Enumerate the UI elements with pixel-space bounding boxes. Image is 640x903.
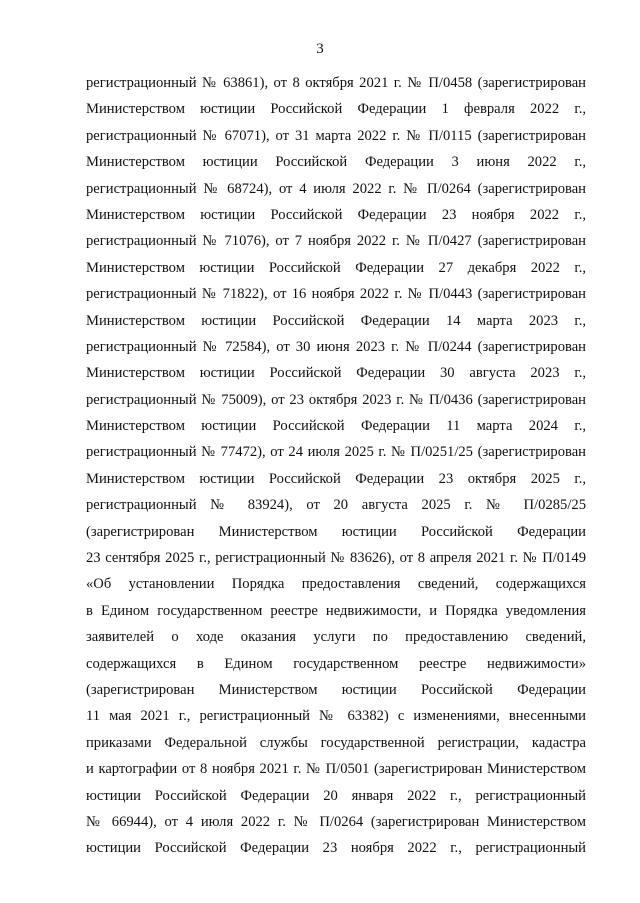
page-number: 3 bbox=[316, 41, 324, 57]
text-line: 23 сентября 2025 г., регистрационный № 83626), от 8 апреля 2021 г. № П/0149 bbox=[86, 550, 586, 567]
text-line: 11 мая 2021 г., регистрационный № 63382) с изменениями, внесенными bbox=[86, 708, 586, 725]
text-line: Министерством юстиции Российской Федерации 3 июня 2022 г., bbox=[86, 154, 586, 171]
text-line: № 66944), от 4 июля 2022 г. № П/0264 (зарегистрирован Министерством bbox=[86, 813, 586, 830]
text-line: регистрационный № 83924), от 20 августа 2025 г. № П/0285/25 bbox=[86, 497, 586, 514]
text-line: приказами Федеральной службы государственной регистрации, кадастра bbox=[86, 734, 586, 751]
text-line: регистрационный № 72584), от 30 июня 2023 г. № П/0244 (зарегистрирован bbox=[86, 338, 586, 355]
text-line: регистрационный № 75009), от 23 октября 2023 г. № П/0436 (зарегистрирован bbox=[86, 391, 586, 408]
text-line: и картографии от 8 ноября 2021 г. № П/0501 (зарегистрирован Министерством bbox=[86, 761, 586, 778]
text-line: регистрационный № 77472), от 24 июля 2025 г. № П/0251/25 (зарегистрирован bbox=[86, 444, 586, 461]
text-line: содержащихся в Едином государственном реестре недвижимости» bbox=[86, 655, 586, 672]
text-line: Министерством юстиции Российской Федерации 11 марта 2024 г., bbox=[86, 418, 586, 435]
text-line: (зарегистрирован Министерством юстиции Российской Федерации bbox=[86, 681, 586, 698]
text-line: регистрационный № 71822), от 16 ноября 2022 г. № П/0443 (зарегистрирован bbox=[86, 286, 586, 303]
text-line: юстиции Российской Федерации 23 ноября 2022 г., регистрационный bbox=[86, 840, 586, 857]
document-body bbox=[86, 70, 586, 862]
text-line: Министерством юстиции Российской Федерации 30 августа 2023 г., bbox=[86, 365, 586, 382]
text-line: регистрационный № 63861), от 8 октября 2021 г. № П/0458 (зарегистрирован bbox=[86, 75, 586, 91]
text-line: Министерством юстиции Российской Федерации 23 октября 2025 г., bbox=[86, 470, 586, 487]
text-line: Министерством юстиции Российской Федерации 1 февраля 2022 г., bbox=[86, 101, 586, 118]
text-line: Министерством юстиции Российской Федерации 23 ноября 2022 г., bbox=[86, 206, 586, 223]
text-line: «Об установлении Порядка предоставления сведений, содержащихся bbox=[86, 576, 586, 593]
text-line: заявителей о ходе оказания услуги по предоставлению сведений, bbox=[86, 629, 586, 646]
text-line: регистрационный № 67071), от 31 марта 2022 г. № П/0115 (зарегистрирован bbox=[86, 127, 586, 144]
text-line: юстиции Российской Федерации 20 января 2022 г., регистрационный bbox=[86, 787, 586, 804]
text-line: регистрационный № 68724), от 4 июля 2022 г. № П/0264 (зарегистрирован bbox=[86, 180, 586, 197]
text-line: Министерством юстиции Российской Федерации 27 декабря 2022 г., bbox=[86, 259, 586, 276]
text-line: регистрационный № 71076), от 7 ноября 2022 г. № П/0427 (зарегистрирован bbox=[86, 233, 586, 250]
text-line: Министерством юстиции Российской Федерации 14 марта 2023 г., bbox=[86, 312, 586, 329]
text-line: (зарегистрирован Министерством юстиции Российской Федерации bbox=[86, 523, 586, 540]
text-line: в Едином государственном реестре недвижимости, и Порядка уведомления bbox=[86, 602, 586, 619]
